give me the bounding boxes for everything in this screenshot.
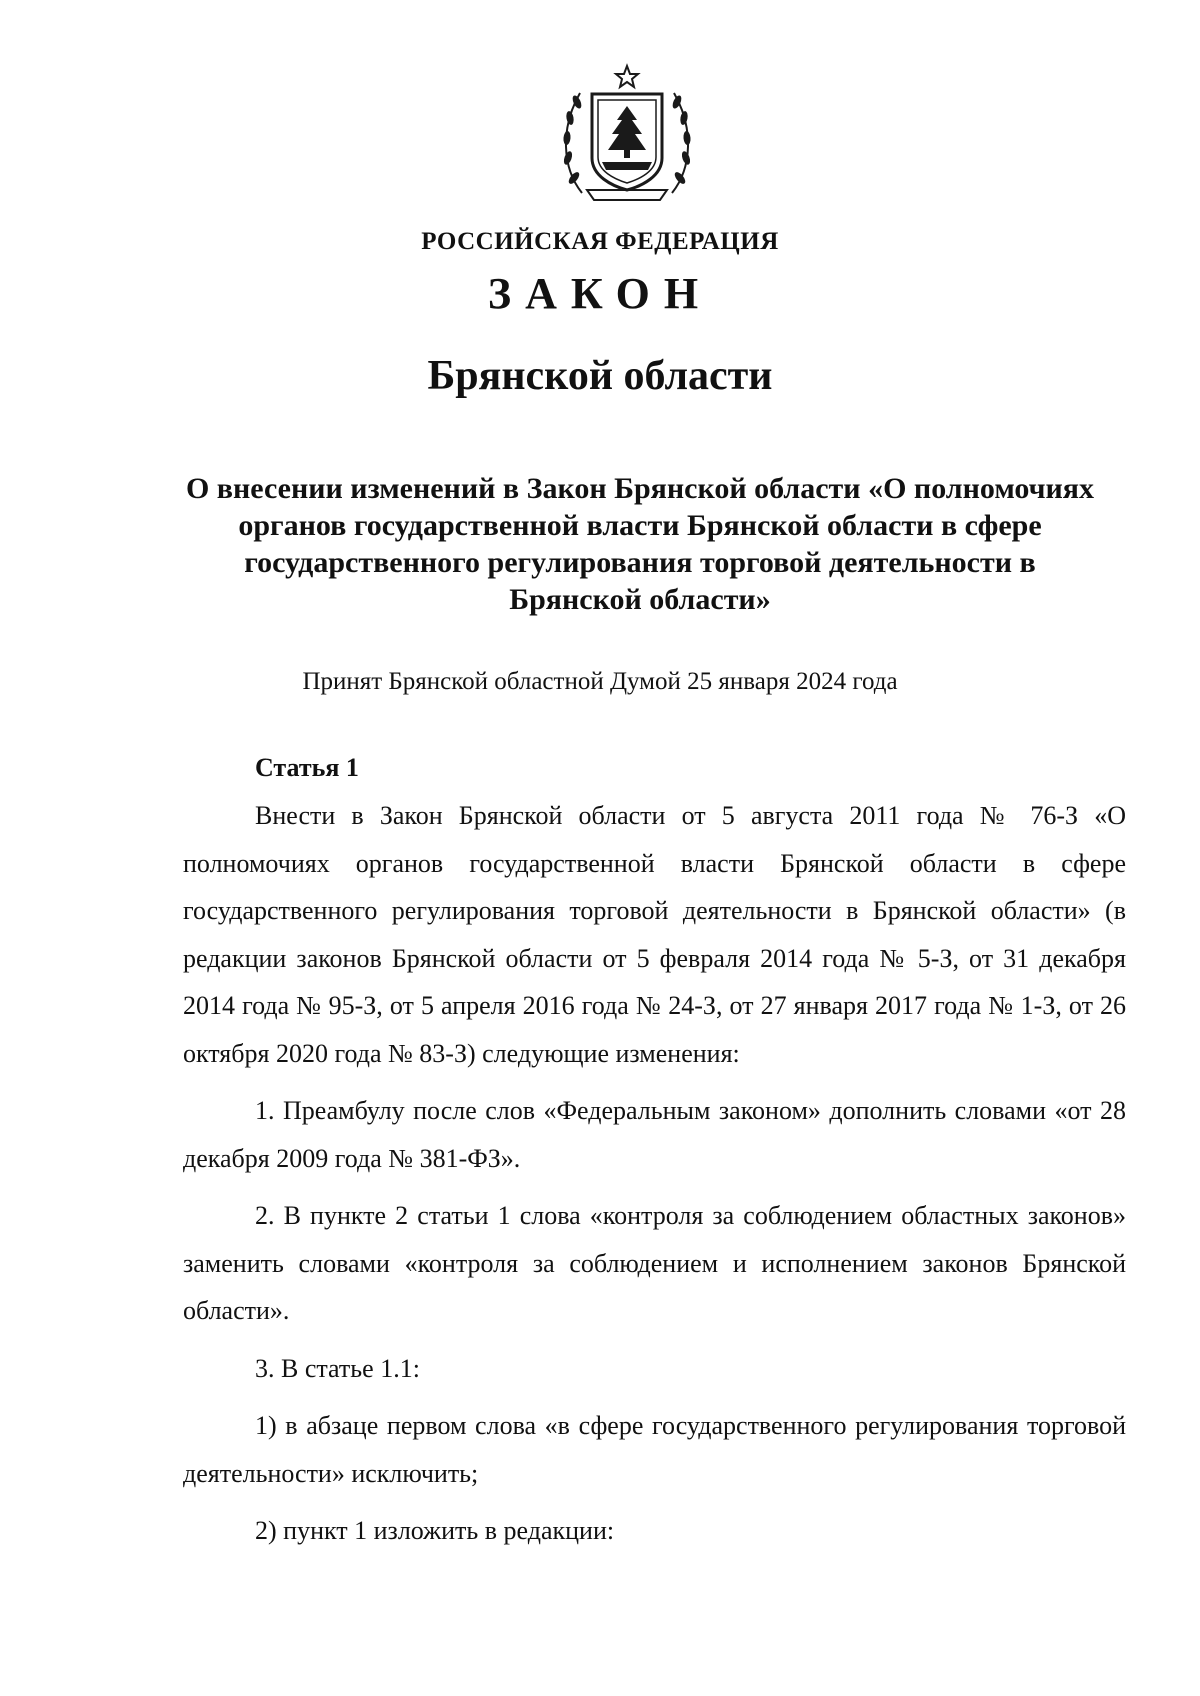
country-heading: РОССИЙСКАЯ ФЕДЕРАЦИЯ <box>421 228 779 255</box>
paragraph: 2) пункт 1 изложить в редакции: <box>255 1516 615 1545</box>
adoption-line: Принят Брянской областной Думой 25 января 2024 года <box>302 668 898 695</box>
article-body <box>183 792 1126 1555</box>
paragraph: 3. В статье 1.1: <box>255 1353 420 1383</box>
paragraph: 1. Преамбулу после слов «Федеральным законом» дополнить словами «от 28 декабря 2009 года № 381-ФЗ». <box>183 1096 1126 1173</box>
document-type-heading: ЗАКОН <box>487 269 713 318</box>
coat-of-arms-icon <box>552 58 702 208</box>
region-heading: Брянской области <box>427 353 773 399</box>
paragraph: 1) в абзаце первом слова «в сфере государственного регулирования торговой деятельности» исключить; <box>183 1411 1126 1488</box>
paragraph: 2. В пункте 2 статьи 1 слова «контроля за соблюдением областных законов» заменить словами «контроля за соблюдением и исполнением законов Брянской области». <box>183 1201 1126 1325</box>
paragraph: Внести в Закон Брянской области от 5 августа 2011 года № 76-З «О полномочиях органов государственной власти Брянской области в сфере государственного регулирования торговой деятельности в Брянской области» (в редакции законов Брянской области от 5 февраля 2014 года № 5-З, от 31 декабря 2014 года № 95-З, от 5 апреля 2016 года № 24-З, от 27 января 2017 года № 1-З, от 26 октября 2020 года № 83-З) следующие изменения: <box>183 801 1126 1068</box>
article-heading: Статья 1 <box>255 753 359 782</box>
document-title: О внесении изменений в Закон Брянской области «О полномочиях органов государственной власти Брянской области в сфере государственного регулирования торговой деятельности в Брянской области» <box>185 472 1095 616</box>
